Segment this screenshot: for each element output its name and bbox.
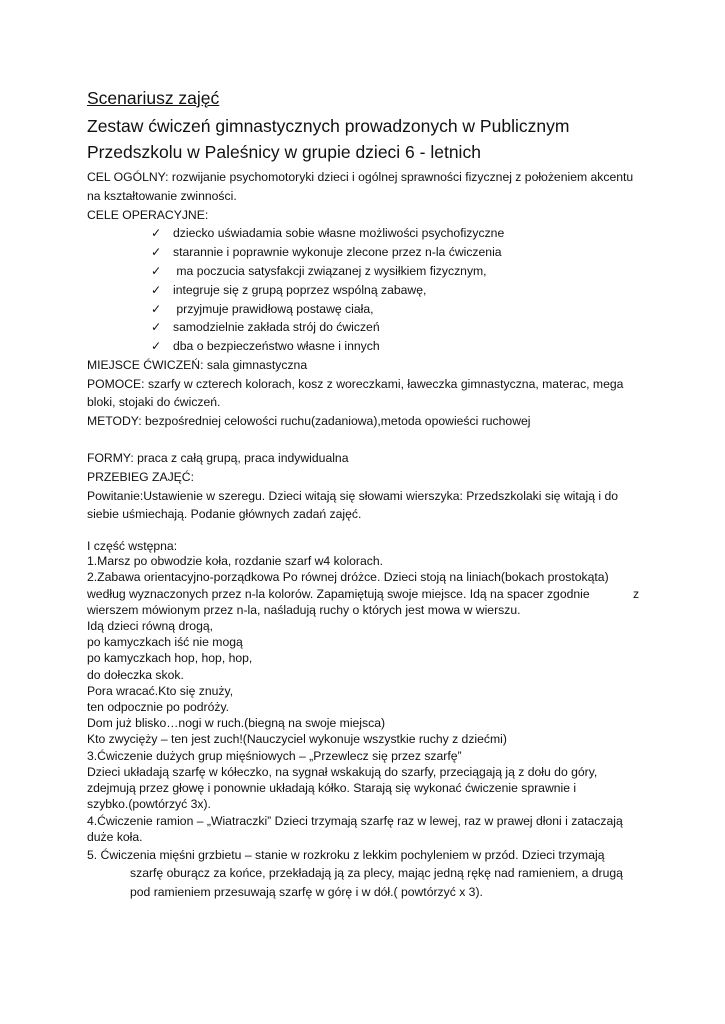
poem-line: Idą dzieci równą drogą,: [87, 619, 214, 633]
subtitle-line-2: Przedszkolu w Paleśnicy w grupie dzieci 6 - letnich: [87, 142, 481, 162]
cele-operacyjne-header: CELE OPERACYJNE:: [87, 208, 209, 222]
przebieg-header: PRZEBIEG ZAJĘĆ:: [87, 470, 194, 484]
poem-line: po kamyczkach iść nie mogą: [87, 635, 243, 649]
checkmark-icon: ✓: [151, 226, 162, 240]
checkmark-icon: ✓: [151, 245, 162, 259]
checkmark-icon: ✓: [151, 264, 162, 278]
checkmark-icon: ✓: [151, 320, 162, 334]
checkmark-icon: ✓: [151, 283, 162, 297]
poem-line: Kto zwycięży – ten jest zuch!(Nauczyciel wykonuje wszystkie ruchy z dziećmi): [87, 732, 507, 746]
goal-item: [151, 283, 426, 298]
goal-text: dba o bezpieczeństwo własne i innych: [173, 339, 380, 353]
goal-item: [151, 264, 487, 279]
checkmark-icon: ✓: [151, 339, 162, 353]
body-line: pod ramieniem przesuwają szarfę w górę i w dół.( powtórzyć x 3).: [130, 885, 483, 899]
poem-line: ten odpocznie po podróży.: [87, 700, 230, 714]
poem-line: Pora wracać.Kto się znuży,: [87, 684, 234, 698]
goal-text: starannie i poprawnie wykonuje zlecone przez n-la ćwiczenia: [173, 245, 502, 259]
document-title: Scenariusz zajęć: [87, 88, 220, 108]
pomoce-line-2: bloki, stojaki do ćwiczeń.: [87, 395, 221, 409]
goal-item: [151, 245, 502, 260]
body-line: szarfę oburącz za końce, przekładają ją za plecy, mając jedną rękę nad ramieniem, a drugą: [130, 866, 623, 880]
goal-text: samodzielnie zakłada strój do ćwiczeń: [173, 320, 380, 334]
subtitle-line-1: Zestaw ćwiczeń gimnastycznych prowadzonych w Publicznym: [87, 116, 570, 136]
pomoce-line-1: POMOCE: szarfy w czterech kolorach, kosz z woreczkami, ławeczka gimnastyczna, materac, mega: [87, 377, 624, 391]
cel-ogolny-line-2: na kształtowanie zwinności.: [87, 189, 237, 203]
poem-line: do dołeczka skok.: [87, 668, 184, 682]
body-line: 3.Ćwiczenie dużych grup mięśniowych – „Przewlecz się przez szarfę”: [87, 749, 462, 763]
body-line: szybko.(powtórzyć 3x).: [87, 797, 211, 811]
goal-text: ma poczucia satysfakcji związanej z wysiłkiem fizycznym,: [173, 264, 487, 278]
body-line: 2.Zabawa orientacyjno-porządkowa Po równej dróżce. Dzieci stoją na liniach(bokach prostokąta): [87, 570, 609, 584]
goal-text: przyjmuje prawidłową postawę ciała,: [173, 302, 374, 316]
body-line: wierszem mówionym przez n-la, naśladują ruchy o których jest mowa w wierszu.: [87, 603, 521, 617]
powitanie-line-2: siebie uśmiechają. Podanie głównych zadań zajęć.: [87, 507, 362, 521]
goal-item: [151, 226, 504, 241]
body-line: według wyznaczonych przez n-la kolorów. Zapamiętują swoje miejsce. Idą na spacer zgodnie: [87, 587, 590, 601]
cel-ogolny-line-1: CEL OGÓLNY: rozwijanie psychomotoryki dzieci i ogólnej sprawności fizycznej z położeniem akcentu: [87, 170, 634, 184]
metody-line: METODY: bezpośredniej celowości ruchu(zadaniowa),metoda opowieści ruchowej: [87, 414, 531, 428]
goal-item: [151, 320, 380, 335]
miejsce-line: MIEJSCE ĆWICZEŃ: sala gimnastyczna: [87, 358, 308, 372]
poem-line: Dom już blisko…nogi w ruch.(biegną na swoje miejsca): [87, 716, 386, 730]
body-line: I część wstępna:: [87, 539, 178, 553]
body-line: 4.Ćwiczenie ramion – „Wiatraczki” Dzieci trzymają szarfę raz w lewej, raz w prawej dłoni i zataczają: [87, 814, 623, 828]
body-line: duże koła.: [87, 830, 143, 844]
goal-text: dziecko uświadamia sobie własne możliwości psychofizyczne: [173, 226, 505, 240]
poem-line: po kamyczkach hop, hop, hop,: [87, 651, 253, 665]
checkmark-icon: ✓: [151, 302, 162, 316]
goal-item: [151, 302, 374, 317]
goal-text: integruje się z grupą poprzez wspólną zabawę,: [173, 283, 427, 297]
body-line: Dzieci układają szarfę w kółeczko, na sygnał wskakują do szarfy, przeciągają ją z dołu do góry,: [87, 765, 598, 779]
formy-line: FORMY: praca z całą grupą, praca indywidualna: [87, 451, 349, 465]
goal-item: [151, 339, 380, 354]
body-line: 5. Ćwiczenia mięśni grzbietu – stanie w rozkroku z lekkim pochyleniem w przód. Dzieci trzymają: [87, 848, 605, 862]
stray-letter: z: [633, 587, 640, 601]
powitanie-line-1: Powitanie:Ustawienie w szeregu. Dzieci witają się słowami wierszyka: Przedszkolaki się witają i do: [87, 489, 619, 503]
body-line: 1.Marsz po obwodzie koła, rozdanie szarf w4 kolorach.: [87, 554, 384, 568]
body-line: zdejmują przez głowę i ponownie układają kółko. Starają się wykonać ćwiczenie sprawnie i: [87, 781, 577, 795]
